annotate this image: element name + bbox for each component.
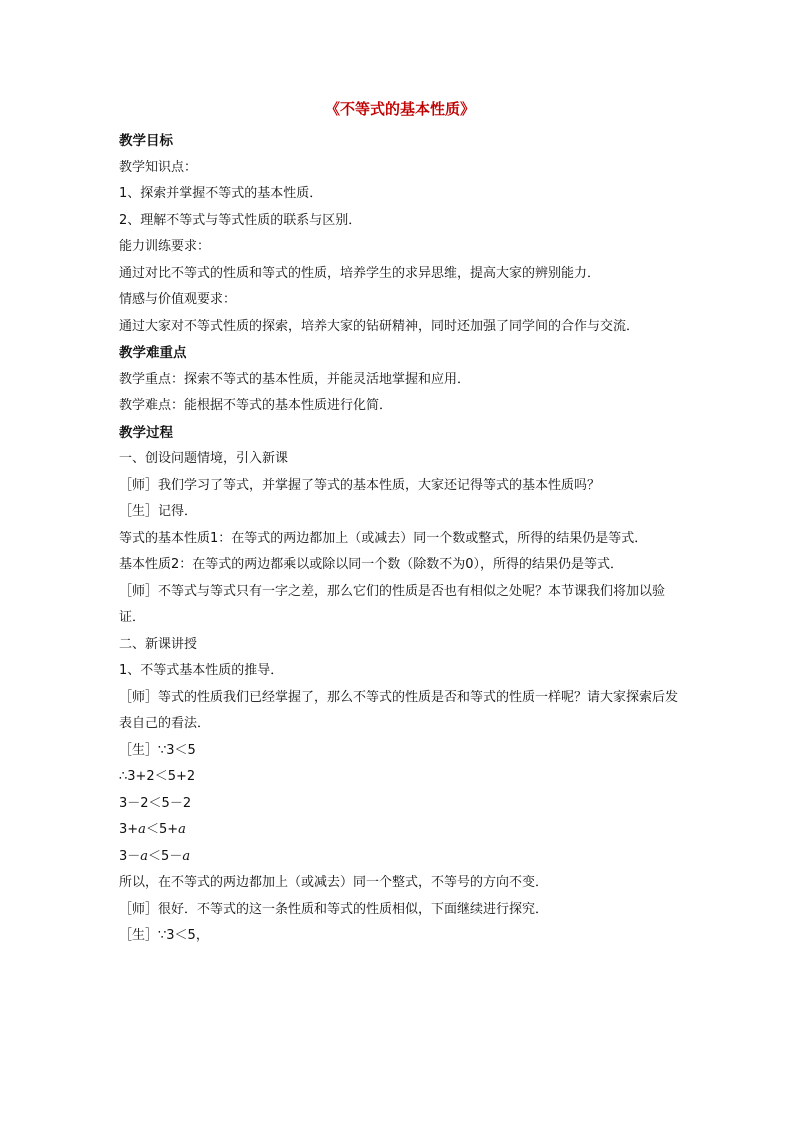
property-2: 基本性质2：在等式的两边都乘以或除以同一个数（除数不为0），所得的结果仍是等式． [119,557,624,572]
goals-heading: 教学目标 [119,133,173,149]
student-line-3: ［生］∵3＜5， [119,928,209,943]
property-1: 等式的基本性质1：在等式的两边都加上（或减去）同一个数或整式，所得的结果仍是等式． [119,530,648,546]
document-title: 《不等式的基本性质》 [324,100,475,118]
ability-text: 通过对比不等式的性质和等式的性质，培养学生的求异思维，提高大家的辨别能力． [119,265,601,281]
math-line-1: ∴3+2＜5+2 [119,769,196,784]
conclusion-1: 所以，在不等式的两边都加上（或减去）同一个整式，不等号的方向不变． [119,875,549,890]
teacher-line-3: ［师］等式的性质我们已经掌握了，那么不等式的性质是否和等式的性质一样呢？请大家探索后发表自己的看法． [119,689,679,731]
student-line-2: ［生］∵3＜5 [119,742,196,758]
document-page [119,96,681,950]
math-line-3: 3+a＜5+a [119,822,186,837]
knowledge-item-1: 1、探索并掌握不等式的基本性质． [119,186,323,201]
ability-label: 能力训练要求： [119,239,211,254]
student-line-1: ［生］记得． [119,504,198,519]
process-heading: 教学过程 [119,424,173,441]
difficulty-heading: 教学难重点 [119,345,187,361]
emotion-text: 通过大家对不等式性质的探索，培养大家的钻研精神，同时还加强了同学间的合作与交流． [119,318,640,334]
part1-title: 一、创设问题情境，引入新课 [119,451,289,466]
math-line-4: 3－a＜5－a [119,848,191,864]
emotion-label: 情感与价值观要求： [119,292,237,307]
knowledge-item-2: 2、理解不等式与等式性质的联系与区别． [119,212,362,228]
teacher-line-4: ［师］很好．不等式的这一条性质和等式的性质相似，下面继续进行探究． [119,901,549,917]
math-line-2: 3－2＜5－2 [119,795,192,811]
sub1-title: 1、不等式基本性质的推导． [119,663,284,678]
teacher-line-2: ［师］不等式与等式只有一字之差，那么它们的性质是否也有相似之处呢？本节课我们将加以验证． [119,583,666,625]
difficult-point: 教学难点：能根据不等式的基本性质进行化简． [119,398,393,413]
teacher-line-1: ［师］我们学习了等式，并掌握了等式的基本性质，大家还记得等式的基本性质吗？ [119,477,601,493]
knowledge-label: 教学知识点： [119,159,198,175]
key-point: 教学重点：探索不等式的基本性质，并能灵活地掌握和应用． [119,371,471,387]
part2-title: 二、新课讲授 [119,636,198,652]
